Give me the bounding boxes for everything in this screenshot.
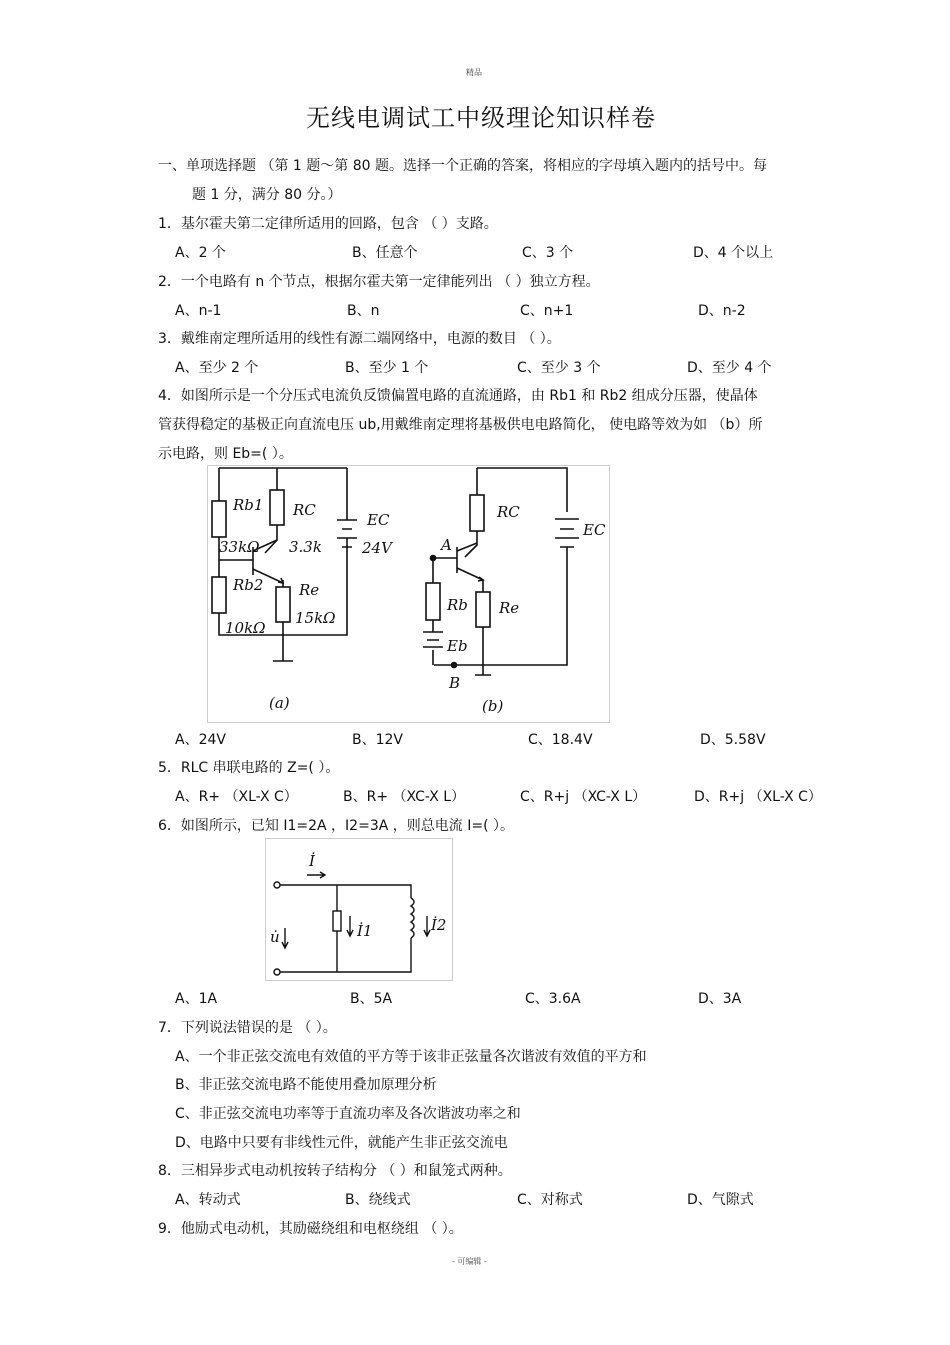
section-heading: 一、单项选择题 （第 1 题～第 80 题。选择一个正确的答案，将相应的字母填入题内的括号中。每	[158, 158, 767, 174]
q5-option-b: B、R+ （XC-X L）	[343, 789, 466, 805]
q7-option-d: D、电路中只要有非线性元件，就能产生非正弦交流电	[175, 1135, 508, 1151]
label-33k: 33kΩ	[219, 538, 260, 556]
question-8: 8．三相异步式电动机按转子结构分 （ ）和鼠笼式两种。	[158, 1163, 512, 1179]
q7-option-b: B、非正弦交流电路不能使用叠加原理分析	[175, 1077, 437, 1093]
circuit-figure-q6	[265, 838, 453, 981]
question-4-cont-1: 管获得稳定的基极正向直流电压 ub,用戴维南定理将基极供电电路简化， 使电路等效为如 （b）所	[158, 417, 763, 433]
resistor-b-re	[476, 592, 490, 627]
label-node-b: B	[449, 674, 461, 692]
caption-b: (b)	[482, 697, 504, 715]
q1-option-c: C、3 个	[522, 245, 574, 261]
q2-option-c: C、n+1	[520, 303, 574, 319]
q7-option-a: A、一个非正弦交流电有效值的平方等于该非正弦量各次谐波有效值的平方和	[175, 1049, 647, 1065]
label-current-i2: İ2	[431, 916, 447, 934]
q3-option-a: A、至少 2 个	[175, 360, 259, 376]
label-current-i1: İ1	[357, 922, 373, 940]
label-b-rb: Rb	[447, 596, 468, 614]
q1-option-b: B、任意个	[352, 245, 418, 261]
question-6: 6．如图所示，已知 I1=2A ，I2=3A ，则总电流 I=( ）。	[158, 818, 514, 834]
q6-option-a: A、1A	[175, 991, 218, 1007]
label-current-i: İ	[309, 852, 315, 870]
section-heading-cont: 题 1 分，满分 80 分。）	[192, 187, 342, 203]
resistor-rb1	[212, 501, 226, 537]
label-node-a: A	[441, 536, 452, 554]
q8-option-a: A、转动式	[175, 1192, 241, 1208]
node-a	[431, 556, 436, 561]
inductor-coil	[411, 898, 414, 938]
label-24v: 24V	[362, 539, 392, 557]
page-header: 精品	[466, 68, 482, 77]
label-rb2: Rb2	[233, 576, 264, 594]
resistor	[333, 911, 341, 931]
q4-option-a: A、24V	[175, 732, 226, 748]
label-b-rc: RC	[497, 503, 520, 521]
page-title: 无线电调试工中级理论知识样卷	[306, 104, 656, 132]
resistor-re	[276, 587, 290, 622]
question-4: 4．如图所示是一个分压式电流负反馈偏置电路的直流通路，由 Rb1 和 Rb2 组成分压器，使晶体	[158, 388, 758, 404]
label-3.3k: 3.3k	[289, 538, 322, 556]
question-7: 7．下列说法错误的是 （ ）。	[158, 1020, 337, 1036]
q6-option-b: B、5A	[350, 991, 393, 1007]
question-9: 9．他励式电动机，其励磁绕组和电枢绕组 （ ）。	[158, 1221, 463, 1237]
question-1: 1．基尔霍夫第二定律所适用的回路，包含 （ ）支路。	[158, 216, 498, 232]
page-footer: - 可编辑 -	[452, 1257, 487, 1266]
caption-a: (a)	[269, 694, 290, 712]
q3-option-d: D、至少 4 个	[687, 360, 772, 376]
label-b-eb: Eb	[447, 637, 468, 655]
resistor-b-rb	[426, 583, 440, 620]
q3-option-c: C、至少 3 个	[517, 360, 601, 376]
q3-option-b: B、至少 1 个	[345, 360, 429, 376]
q2-option-d: D、n-2	[698, 303, 746, 319]
circuit-figure-q4	[207, 465, 610, 723]
label-rb1: Rb1	[233, 496, 264, 514]
q8-option-b: B、绕线式	[345, 1192, 411, 1208]
label-re: Re	[299, 581, 320, 599]
resistor-rc	[270, 490, 284, 525]
q1-option-a: A、2 个	[175, 245, 226, 261]
q5-option-c: C、R+j （XC-X L）	[520, 789, 647, 805]
q4-option-d: D、5.58V	[700, 732, 766, 748]
question-3: 3．戴维南定理所适用的线性有源二端网络中，电源的数目 （ ）。	[158, 331, 561, 347]
label-voltage-u: u̇	[270, 928, 280, 946]
question-4-cont-2: 示电路，则 Eb=( ）。	[158, 446, 293, 462]
label-ec: EC	[367, 511, 390, 529]
q6-option-c: C、3.6A	[525, 991, 581, 1007]
node-b	[452, 663, 457, 668]
q6-option-d: D、3A	[698, 991, 742, 1007]
q4-option-b: B、12V	[352, 732, 403, 748]
q5-option-a: A、R+ （XL-X C）	[175, 789, 298, 805]
label-b-re: Re	[499, 599, 520, 617]
q4-option-c: C、18.4V	[528, 732, 593, 748]
q2-option-a: A、n-1	[175, 303, 222, 319]
resistor-rb2	[212, 577, 226, 613]
resistor-b-rc	[470, 495, 484, 531]
q2-option-b: B、n	[347, 303, 380, 319]
label-15k: 15kΩ	[295, 609, 336, 627]
q8-option-d: D、气隙式	[687, 1192, 754, 1208]
q5-option-d: D、R+j （XL-X C）	[694, 789, 822, 805]
question-2: 2．一个电路有 n 个节点，根据尔霍夫第一定律能列出 （ ）独立方程。	[158, 274, 600, 290]
label-rc: RC	[293, 501, 316, 519]
question-5: 5．RLC 串联电路的 Z=( ）。	[158, 760, 340, 776]
label-b-ec: EC	[583, 521, 606, 539]
q7-option-c: C、非正弦交流电功率等于直流功率及各次谐波功率之和	[175, 1106, 521, 1122]
label-10k: 10kΩ	[225, 619, 266, 637]
q1-option-d: D、4 个以上	[693, 245, 774, 261]
q8-option-c: C、对称式	[517, 1192, 583, 1208]
